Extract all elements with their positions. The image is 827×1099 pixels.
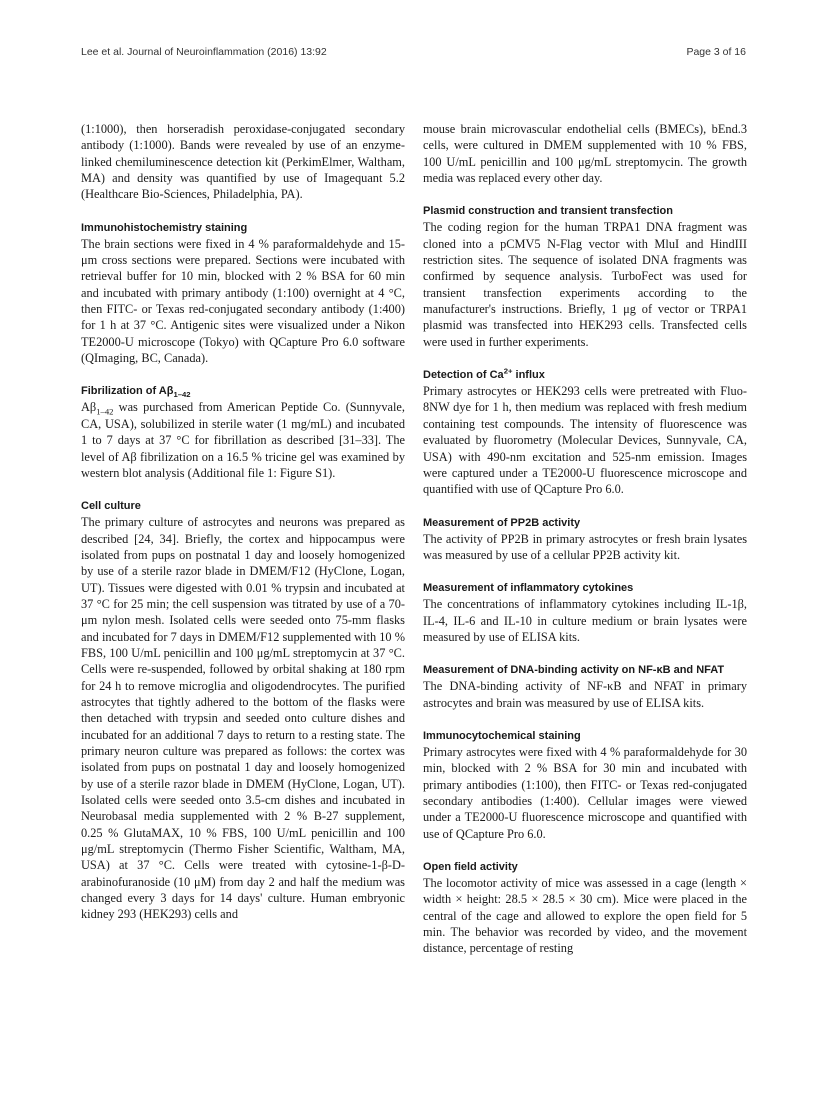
fib-heading-main: Fibrilization of Aβ bbox=[81, 385, 174, 398]
western-blot-continuation: (1:1000), then horseradish peroxidase-conjugated secondary antibody (1:1000). Bands were revealed by use of an enzyme-linked chemiluminescence detection kit (PerkimElmer, Waltham, MA) and density was quantified by use of Imagequant 5.2 (Healthcare Bio-Sciences, Philadelphia, PA). bbox=[81, 122, 405, 202]
ca-heading-rest: influx bbox=[512, 369, 545, 382]
fib-text-prefix: Aβ bbox=[81, 400, 97, 415]
ca-heading-superscript: 2+ bbox=[503, 366, 513, 376]
section-text-dna-binding: The DNA-binding activity of NF-κB and NFAT in primary astrocytes and brain was measured by use of ELISA kits. bbox=[423, 679, 747, 710]
page-number: Page 3 of 16 bbox=[686, 46, 746, 58]
section-text-cell-culture: The primary culture of astrocytes and neurons was prepared as described [24, 34]. Briefly, the cortex and hippocampus were isolated from pups on postnatal 1 day and loosely homogenized by use of a sterile razor blade in DMEM/F12 (HyClone, Logan, UT). Tissues were digested with 0.01 % trypsin and incubated at 37 °C for 25 min; the cell suspension was titrated by use of a 70-μm nylon mesh. Isolated cells were seeded onto 75-mm flasks and incubated for 7 days in DMEM/F12 supplemented with 10 % FBS, 100 U/mL penicillin and 100 μg/mL streptomycin at 37 °C. Cells were re-suspended, followed by orbital shaking at 180 rpm for 24 h to remove microglia and oligodendrocytes. The purified astrocytes that tightly adhered to the bottom of the flasks were then detached with trypsin and seeded onto culture dishes and incubated for an additional 7 days to return to a resting state. The primary neuron culture was prepared as follows: the cortex was isolated from pups on postnatal 1 day and loosely homogenized by use of a sterile razor blade in DMEM (HyClone, Logan, UT). Isolated cells were seeded onto 3.5-cm dishes and incubated in Neurobasal media supplemented with 2 % B-27 supplement, 0.25 % GlutaMAX, 10 % FBS, 100 U/mL penicillin and 100 μg/mL streptomycin (Thermo Fisher Scientific, Waltham, MA, USA) at 37 °C. Cells were treated with cytosine-1-β-D-arabinofuranoside (10 μM) from day 2 and half the medium was changed every 3 days for 14 days' culture. Human embryonic kidney 293 (HEK293) cells and bbox=[81, 515, 405, 922]
section-text-pp2b: The activity of PP2B in primary astrocytes or fresh brain lysates was measured by use of a cellular PP2B activity kit. bbox=[423, 531, 747, 562]
section-heading-icc: Immunocytochemical staining bbox=[423, 729, 581, 742]
right-column bbox=[423, 121, 747, 957]
cell-culture-continuation: mouse brain microvascular endothelial cells (BMECs), bEnd.3 cells, were cultured in DMEM supplemented with 10 % FBS, 100 U/mL penicillin and 100 μg/mL streptomycin. The growth media was replaced every other day. bbox=[423, 122, 747, 186]
section-heading-cytokines: Measurement of inflammatory cytokines bbox=[423, 582, 634, 595]
section-text-ihc: The brain sections were fixed in 4 % paraformaldehyde and 15-μm cross sections were prepared. Sections were incubated with retrieval buffer for 10 min, blocked with 2 % BSA for 60 min and incubated with primary antibody (1:100) overnight at 4 °C, then FITC- or Texas red-conjugated secondary antibody (1:400) for 1 h at 37 °C. Antigenic sites were visualized under a Nikon TE2000-U microscope (Tokyo) with QCapture Pro 6.0 software (QImaging, BC, Canada). bbox=[81, 236, 405, 366]
section-heading-fibrilization bbox=[81, 383, 405, 399]
journal-citation: Lee et al. Journal of Neuroinflammation (2016) 13:92 bbox=[81, 46, 327, 58]
section-heading-ihc: Immunohistochemistry staining bbox=[81, 221, 248, 234]
section-heading-cell-culture: Cell culture bbox=[81, 500, 141, 513]
section-heading-calcium bbox=[423, 367, 747, 383]
section-text-cytokines: The concentrations of inflammatory cytokines including IL-1β, IL-4, IL-6 and IL-10 in culture medium or brain lysates were measured by use of ELISA kits. bbox=[423, 597, 747, 644]
fib-heading-subscript: 1–42 bbox=[173, 390, 191, 400]
fib-text-subscript: 1–42 bbox=[96, 406, 114, 417]
section-heading-open-field: Open field activity bbox=[423, 861, 518, 873]
section-heading-plasmid: Plasmid construction and transient transfection bbox=[423, 205, 673, 218]
section-text-icc: Primary astrocytes were fixed with 4 % paraformaldehyde for 30 min, blocked with 2 % BSA for 30 min and incubated with primary antibodies (1:100), then FITC- or Texas red-conjugated secondary antibodies (1:400). Cellular images were viewed under a TE2000-U fluorescence microscope and quantified with use of QCapture Pro 6.0. bbox=[423, 744, 747, 841]
fib-text-rest: was purchased from American Peptide Co. (Sunnyvale, CA, USA), solubilized in sterile water (1 mg/mL) and incubated 1 to 7 days at 37 °C for fibrillation as described [31–33]. The level of Aβ fibrilization on a 16.5 % tricine gel was examined by western blot analysis (Additional file 1: Figure S1). bbox=[81, 400, 405, 480]
section-text-open-field: The locomotor activity of mice was assessed in a cage (length × width × height: 28.5 × 28.5 × 30 cm). Mice were placed in the central of the cage and allowed to explore the open field for 5 min. The behavior was recorded by video, and the movement distance, percentage of resting bbox=[423, 876, 747, 956]
section-text-calcium: Primary astrocytes or HEK293 cells were pretreated with Fluo-8NW dye for 1 h, then medium was replaced with fresh medium containing test compounds. The intensity of fluorescence was evaluated by fluorometry (Molecular Devices, Sunnyvale, CA, USA) with 490-nm excitation and 525-nm emission. Images were captured under a TE2000-U fluorescence microscope and quantified with use of QCapture Pro 6.0. bbox=[423, 384, 747, 497]
section-text-fibrilization bbox=[81, 399, 405, 481]
ca-heading-main: Detection of Ca bbox=[423, 369, 504, 382]
section-heading-pp2b: Measurement of PP2B activity bbox=[423, 516, 581, 529]
left-column bbox=[81, 121, 405, 923]
section-heading-dna-binding: Measurement of DNA-binding activity on NF-κB and NFAT bbox=[423, 664, 725, 677]
section-text-plasmid: The coding region for the human TRPA1 DNA fragment was cloned into a pCMV5 N-Flag vector with MluI and HindIII restriction sites. The sequence of isolated DNA fragments was confirmed by sequence analysis. TurboFect was used for transient transfection experiments according to the manufacturer's instructions. Briefly, 1 μg of vector or TRPA1 plasmid was transfected into HEK293 cells. Transfected cells were used in further experiments. bbox=[423, 220, 747, 349]
